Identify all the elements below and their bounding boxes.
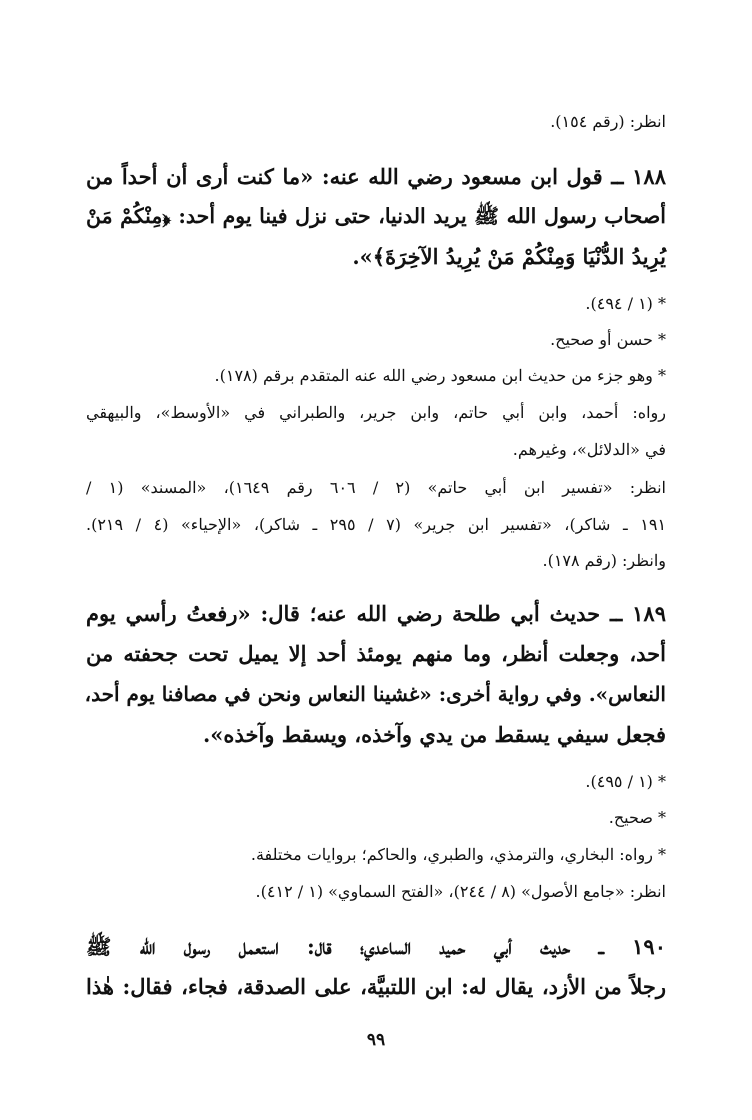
text-line: ١٩١ ـ شاكر)، «تفسير ابن جرير» (٧ / ٢٩٥ ـ شاكر)، «الإحياء» (٤ / ٢١٩). [86, 515, 667, 534]
hadith-189-heading: ١٨٩ ــ حديث أبي طلحة رضي الله عنه؛ قال: «رفعتُ رأسي يوم [86, 601, 666, 626]
text-line: وانظر: (رقم ١٧٨). [542, 551, 666, 570]
text-line: * رواه: البخاري، والترمذي، والطبري، والحاكم؛ بروايات مختلفة. [250, 845, 666, 864]
text-line: انظر: (رقم ١٥٤). [550, 112, 666, 131]
text-line: رجلاً من الأزد، يقال له: ابن اللتبيَّة، على الصدقة، فجاء، فقال: هٰذا [86, 974, 666, 999]
text-line: * (١ / ٤٩٤). [585, 294, 666, 313]
text-line: * وهو جزء من حديث ابن مسعود رضي الله عنه المتقدم برقم (١٧٨). [214, 366, 666, 385]
hadith-190-heading: ١٩٠ ــ حديث أبي حميد الساعدي؛ قال: استعمل رسول الله ﷺ [86, 934, 666, 959]
text-line: فجعل سيفي يسقط من يدي وآخذه، ويسقط وآخذه». [203, 722, 666, 747]
text-line: * حسن أو صحيح. [550, 330, 666, 349]
text-line: أحد، وجعلت أنظر، وما منهم يومئذ أحد إلا يميل تحت جحفته من [86, 641, 666, 666]
page-number: ٩٩ [366, 1030, 386, 1050]
text-line: أصحاب رسول الله ﷺ يريد الدنيا، حتى نزل فينا يوم أحد: ﴿مِنْكُمْ مَنْ [86, 204, 666, 228]
text-line: رواه: أحمد، وابن أبي حاتم، وابن جرير، والطبراني في «الأوسط»، والبيهقي [86, 403, 666, 422]
text-line: * (١ / ٤٩٥). [585, 772, 666, 791]
text-line: * صحيح. [608, 808, 666, 827]
text-line: انظر: «تفسير ابن أبي حاتم» (٢ / ٦٠٦ رقم ١٦٤٩)، «المسند» (١ / [86, 478, 666, 497]
text-line: في «الدلائل»، وغيرهم. [512, 440, 666, 459]
hadith-188-heading: ١٨٨ ــ قول ابن مسعود رضي الله عنه: «ما كنت أرى أن أحداً من [86, 164, 666, 189]
text-line: انظر: «جامع الأصول» (٨ / ٢٤٤)، «الفتح السماوي» (١ / ٤١٢). [255, 882, 666, 901]
text-line: يُرِيدُ الدُّنْيَا وَمِنْكُمْ مَنْ يُرِيدُ الآخِرَةَ﴾». [352, 244, 666, 269]
text-line: النعاس». وفي رواية أخرى: «غشينا النعاس ونحن في مصافنا يوم أحد، [84, 682, 666, 706]
